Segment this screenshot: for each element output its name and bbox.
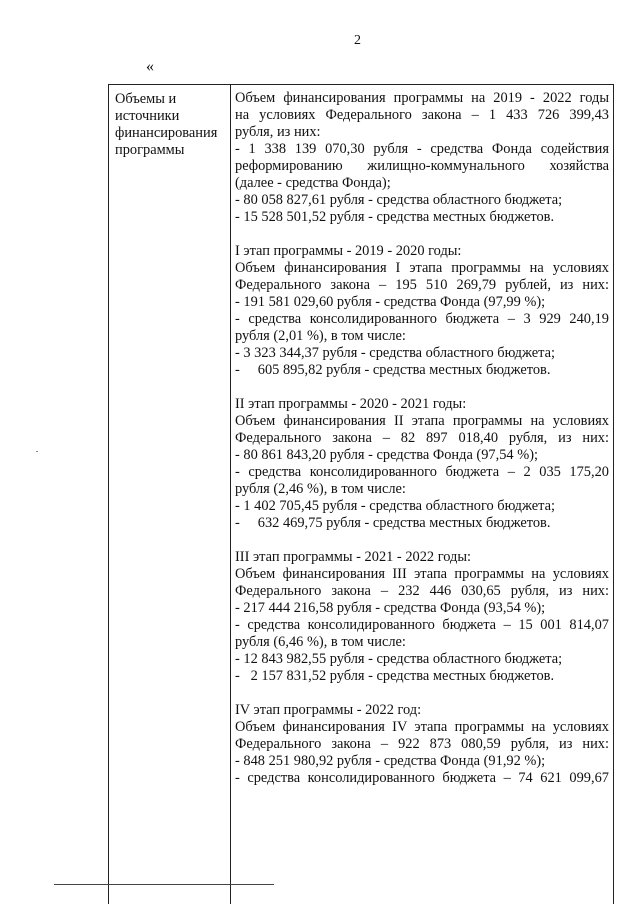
financing-text-line: рубля, из них: (235, 124, 321, 140)
financing-text-line: Объем финансирования IV этапа программы на условиях (235, 719, 609, 735)
financing-text-line: - 80 861 843,20 рубля - средства Фонда (97,54 %); (235, 447, 538, 463)
financing-text-line: - 3 323 344,37 рубля - средства областного бюджета; (235, 345, 555, 361)
financing-text-line: Объем финансирования II этапа программы на условиях (235, 413, 609, 429)
margin-mark (36, 451, 38, 452)
row-header-line: источники (115, 108, 180, 124)
financing-text-line: Федерального закона – 195 510 269,79 рублей, из них: (235, 277, 609, 293)
blank-line (235, 379, 609, 396)
financing-text-line: - 632 469,75 рубля - средства местных бюджетов. (235, 515, 551, 531)
financing-text-line: реформированию жилищно-коммунального хозяйства (235, 158, 609, 174)
blank-line (235, 226, 609, 243)
financing-text-line: IV этап программы - 2022 год: (235, 702, 422, 718)
financing-text-line: Федерального закона – 82 897 018,40 рубля, из них: (235, 430, 609, 446)
blank-line (235, 685, 609, 702)
financing-text-line: рубля (6,46 %), в том числе: (235, 634, 406, 650)
financing-text-line: - средства консолидированного бюджета – 74 621 099,67 (235, 770, 609, 786)
financing-text-line: - 12 843 982,55 рубля - средства областного бюджета; (235, 651, 563, 667)
financing-text-line: Объем финансирования III этапа программы на условиях (235, 566, 609, 582)
row-header-line: Объемы и (115, 91, 177, 107)
row-header-cell (115, 91, 227, 159)
financing-text-line: (далее - средства Фонда); (235, 175, 391, 191)
column-divider (230, 85, 231, 904)
opening-quote-mark: « (146, 58, 154, 75)
row-header-line: программы (115, 142, 185, 158)
financing-text-line: - 848 251 980,92 рубля - средства Фонда (91,92 %); (235, 753, 546, 769)
financing-text-line: рубля (2,01 %), в том числе: (235, 328, 406, 344)
blank-line (235, 532, 609, 549)
financing-text-line: - средства консолидированного бюджета – 2 035 175,20 (235, 464, 609, 480)
financing-text-line: I этап программы - 2019 - 2020 годы: (235, 243, 462, 259)
financing-text-line: - 15 528 501,52 рубля - средства местных бюджетов. (235, 209, 555, 225)
financing-table (108, 84, 614, 904)
financing-text-line: - 217 444 216,58 рубля - средства Фонда (93,54 %); (235, 600, 546, 616)
financing-text-line: - средства консолидированного бюджета – 3 929 240,19 (235, 311, 609, 327)
financing-text-line: Объем финансирования I этапа программы на условиях (235, 260, 609, 276)
financing-text-line: III этап программы - 2021 - 2022 годы: (235, 549, 472, 565)
financing-text-line: Федерального закона – 922 873 080,59 рубля, из них: (235, 736, 609, 752)
financing-text-line: - 191 581 029,60 рубля - средства Фонда (97,99 %); (235, 294, 546, 310)
financing-text-line: - 605 895,82 рубля - средства местных бюджетов. (235, 362, 551, 378)
financing-details-cell (235, 90, 609, 787)
row-header-line: финансирования (115, 125, 218, 141)
financing-text-line: рубля (2,46 %), в том числе: (235, 481, 406, 497)
financing-text-line: Федерального закона – 232 446 030,65 рубля, из них: (235, 583, 609, 599)
financing-text-line: на условиях Федерального закона – 1 433 726 399,43 (235, 107, 609, 123)
page-number: 2 (354, 33, 361, 48)
financing-text-line: - 80 058 827,61 рубля - средства областного бюджета; (235, 192, 563, 208)
footnote-rule (54, 884, 274, 885)
financing-text-line: II этап программы - 2020 - 2021 годы: (235, 396, 467, 412)
financing-text-line: - 1 338 139 070,30 рубля - средства Фонда содействия (235, 141, 609, 157)
financing-text-line: - 2 157 831,52 рубля - средства местных бюджетов. (235, 668, 555, 684)
financing-text-line: - 1 402 705,45 рубля - средства областного бюджета; (235, 498, 555, 514)
financing-text-line: - средства консолидированного бюджета – 15 001 814,07 (235, 617, 609, 633)
financing-text-line: Объем финансирования программы на 2019 - 2022 годы (235, 90, 609, 106)
